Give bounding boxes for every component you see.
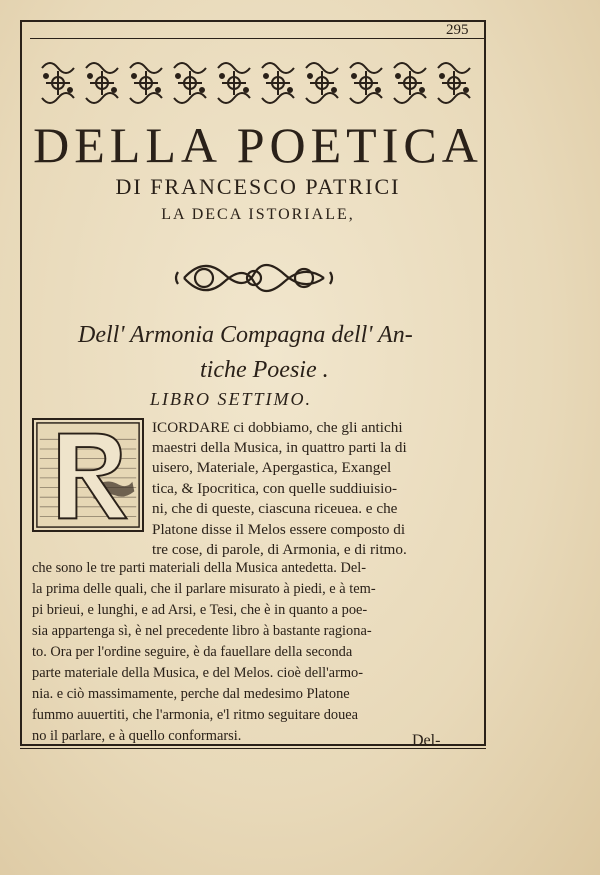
body-line-3: uisero, Materiale, Apergastica, Exangel	[152, 459, 392, 476]
vignette-ornament	[174, 254, 334, 302]
body-line-6: Platone disse il Melos essere composto di	[152, 521, 406, 538]
body-line-4: tica, & Ipocritica, con quelle suddiuisio-	[152, 480, 398, 497]
page-number: 295	[446, 22, 469, 38]
catchword: Del-	[412, 732, 441, 749]
author-line: DI FRANCESCO PATRICI	[115, 174, 401, 199]
page-title: DELLA POETICA	[33, 117, 483, 173]
body-line-13: parte materiale della Musica, e del Melos. cioè dell'armo-	[32, 665, 364, 681]
header-rule	[30, 38, 485, 39]
book-title-line-1: Dell' Armonia Compagna dell' An-	[78, 322, 413, 348]
subtitle-line: LA DECA ISTORIALE,	[161, 206, 355, 223]
body-line-14: nia. e ciò massimamente, perche dal medesimo Platone	[32, 686, 350, 702]
body-line-11: sia appartenga sì, è nel precedente libro à bastante ragiona-	[32, 623, 372, 639]
body-line-5: ni, che di queste, ciascuna riceuea. e che	[152, 500, 398, 517]
body-line-1: ICORDARE ci dobbiamo, che gli antichi	[152, 419, 403, 436]
body-line-2: maestri della Musica, in quattro parti la di	[152, 439, 407, 456]
ornament-band	[36, 54, 474, 112]
body-line-10: pi brieui, e lunghi, e ad Arsi, e Tesi, che è in quanto a poe-	[32, 602, 368, 618]
book-title-line-2: tiche Poesie .	[200, 357, 329, 383]
book-number: LIBRO SETTIMO.	[150, 389, 312, 409]
body-line-15: fummo auuertiti, che l'armonia, e'l ritmo seguitare douea	[32, 707, 359, 723]
body-line-7: tre cose, di parole, di Armonia, e di ritmo.	[152, 541, 407, 558]
body-line-16: no il parlare, e à quello conformarsi.	[32, 728, 242, 744]
decorated-initial-r	[32, 418, 144, 532]
body-line-9: la prima delle quali, che il parlare misurato à piedi, e à tem-	[32, 581, 376, 597]
body-line-8: che sono le tre parti materiali della Musica antedetta. Del-	[32, 560, 367, 576]
body-line-12: to. Ora per l'ordine seguire, è da fauellare della seconda	[32, 644, 353, 660]
